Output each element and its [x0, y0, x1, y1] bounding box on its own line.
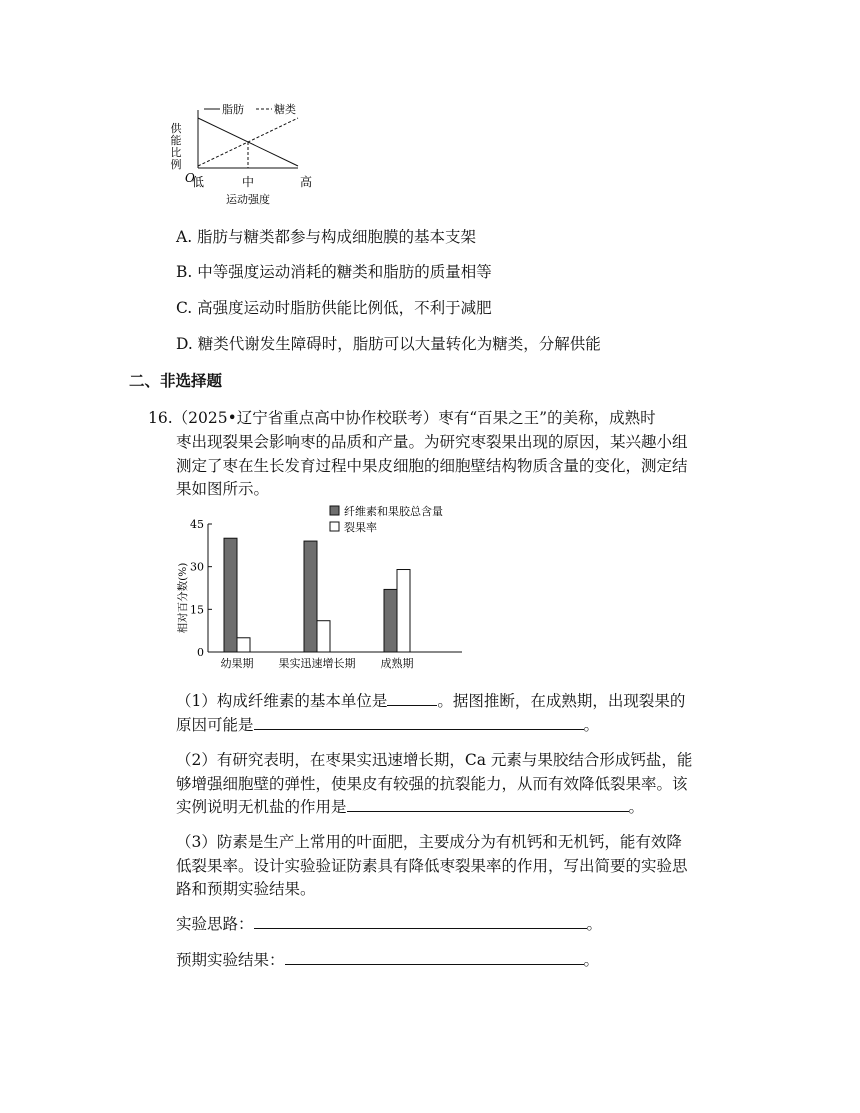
sub1-text-b: 。据图推断，在成熟期，出现裂果的 [437, 692, 686, 710]
idea-blank[interactable] [254, 914, 587, 929]
q16-line1: 16.（2025•辽宁省重点高中协作校联考）枣有“百果之王”的美称，成熟时 [148, 409, 656, 427]
result-label: 预期实验结果： [176, 951, 285, 969]
result-end: 。 [583, 951, 600, 969]
x-tick-label: 中 [241, 175, 255, 189]
x-tick-label: 果实迅速增长期 [278, 657, 356, 670]
y-tick-label: 15 [190, 603, 204, 617]
sub1-text-a: （1）构成纤维素的基本单位是 [176, 692, 388, 710]
y-tick-label: 45 [190, 518, 204, 531]
option-b: B. 中等强度运动消耗的糖类和脂肪的质量相等 [176, 263, 492, 281]
y-axis-label-char: 供 [170, 122, 182, 135]
q16-line3: 测定了枣在生长发育过程中果皮细胞的细胞壁结构物质含量的变化，测定结 [176, 457, 688, 475]
sub2-line3 [176, 796, 644, 819]
q16-line2: 枣出现裂果会影响枣的品质和产量。为研究枣裂果出现的原因，某兴趣小组 [176, 433, 688, 451]
sub1-text-d: 。 [583, 716, 600, 734]
bar [237, 638, 250, 652]
result-blank[interactable] [285, 950, 584, 965]
y-axis-label-char: 比 [170, 146, 182, 159]
legend-label: 纤维素和果胶总含量 [344, 505, 443, 518]
legend-label: 裂果率 [344, 521, 377, 534]
y-axis-label-char: 例 [170, 158, 182, 171]
answer-blank-3[interactable] [347, 797, 629, 812]
x-tick-label: 高 [299, 175, 313, 189]
section-title: 二、非选择题 [129, 372, 223, 390]
q16-line4: 果如图所示。 [176, 480, 270, 498]
sub2-text-a: 实例说明无机盐的作用是 [176, 798, 347, 816]
y-tick-label: 30 [190, 560, 204, 574]
legend-label: 脂肪 [222, 103, 244, 116]
sub2-line2: 够增强细胞壁的弹性，使果皮有较强的抗裂能力，从而有效降低裂果率。该 [176, 775, 688, 793]
result-line [176, 949, 599, 972]
origin-label: O [185, 171, 195, 185]
answer-blank-2[interactable] [254, 715, 584, 730]
y-tick-label: 0 [197, 646, 204, 659]
idea-label: 实验思路： [176, 915, 254, 933]
bar [317, 621, 330, 652]
sub1-line2 [176, 714, 599, 737]
legend-swatch [330, 506, 339, 515]
legend-label: 糖类 [274, 103, 296, 116]
bar-chart [172, 500, 472, 676]
answer-blank-1[interactable] [387, 691, 437, 706]
idea-line [176, 913, 602, 936]
option-d: D. 糖类代谢发生障碍时，脂肪可以大量转化为糖类，分解供能 [176, 335, 601, 353]
x-tick-label: 成熟期 [380, 657, 414, 670]
sub3-line1: （3）防素是生产上常用的叶面肥，主要成分为有机钙和无机钙，能有效降 [176, 833, 682, 851]
x-tick-label: 低 [191, 175, 205, 189]
legend-swatch [330, 522, 339, 531]
line-chart [168, 98, 328, 210]
x-axis-label: 运动强度 [226, 193, 270, 206]
bar [224, 538, 237, 652]
bar [304, 541, 317, 652]
y-axis-label-char: 能 [170, 134, 182, 147]
idea-end: 。 [586, 915, 603, 933]
option-c: C. 高强度运动时脂肪供能比例低，不利于减肥 [176, 299, 492, 317]
y-axis-label: 相对百分数(%) [177, 562, 189, 634]
sub3-line3: 路和预期实验结果。 [176, 880, 316, 898]
sub2-text-b: 。 [628, 798, 645, 816]
sub1-line1 [176, 690, 685, 713]
x-tick-label: 幼果期 [220, 657, 254, 670]
bar [397, 570, 410, 652]
sub3-line2: 低裂果率。设计实验验证防素具有降低枣裂果率的作用，写出简要的实验思 [176, 857, 688, 875]
sub1-text-c: 原因可能是 [176, 716, 254, 734]
bar [384, 589, 397, 652]
sub2-line1: （2）有研究表明，在枣果实迅速增长期，Ca 元素与果胶结合形成钙盐，能 [176, 751, 693, 769]
option-a: A. 脂肪与糖类都参与构成细胞膜的基本支架 [176, 228, 477, 246]
